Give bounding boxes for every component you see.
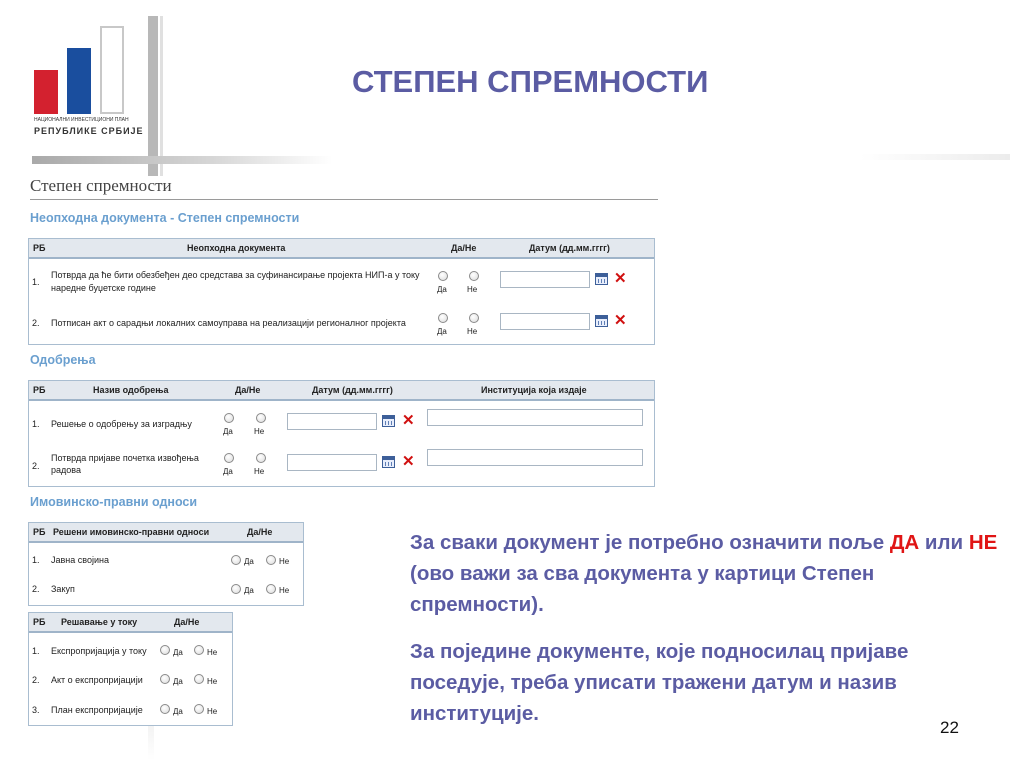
col-header-date: Датум (дд.мм.гггг) bbox=[312, 385, 393, 395]
table-row bbox=[29, 311, 654, 339]
radio-no[interactable] bbox=[194, 645, 204, 655]
slide-title: СТЕПЕН СПРЕМНОСТИ bbox=[352, 64, 709, 99]
col-header-yesno: Да/Не bbox=[235, 385, 261, 395]
clear-icon[interactable]: ✕ bbox=[402, 412, 415, 429]
table-row bbox=[29, 409, 654, 445]
instruction-text: или bbox=[919, 531, 969, 554]
decor-vertical-bar bbox=[148, 16, 158, 176]
table-header bbox=[29, 613, 232, 633]
radio-yes-label: Да bbox=[244, 557, 254, 566]
radio-no-label: Не bbox=[207, 648, 218, 657]
radio-yes-label: Да bbox=[223, 427, 233, 436]
row-text: Експропријација у току bbox=[51, 646, 147, 656]
section-title-documents: Неопходна документа - Степен спремности bbox=[30, 211, 300, 225]
row-number: 2. bbox=[32, 461, 40, 471]
col-header-institution: Институција која издаје bbox=[481, 385, 587, 395]
table-header bbox=[29, 239, 654, 259]
radio-yes-label: Да bbox=[244, 586, 254, 595]
table-row bbox=[29, 643, 232, 661]
decor-vertical-bar-light bbox=[160, 16, 163, 176]
logo-blue-bar bbox=[67, 48, 91, 114]
page-number: 22 bbox=[940, 718, 959, 737]
radio-no[interactable] bbox=[469, 271, 479, 281]
radio-yes[interactable] bbox=[438, 313, 448, 323]
section-title-property: Имовинско-правни односи bbox=[30, 495, 198, 509]
property-resolved-table bbox=[28, 522, 304, 606]
row-text: Закуп bbox=[51, 584, 75, 594]
table-row bbox=[29, 702, 232, 720]
table-header bbox=[29, 523, 303, 543]
radio-no[interactable] bbox=[194, 674, 204, 684]
row-number: 2. bbox=[32, 675, 40, 685]
row-number: 1. bbox=[32, 277, 40, 287]
row-text-cont: радова bbox=[51, 465, 81, 475]
radio-no[interactable] bbox=[256, 453, 266, 463]
radio-no[interactable] bbox=[194, 704, 204, 714]
radio-yes[interactable] bbox=[160, 674, 170, 684]
property-in-progress-table bbox=[28, 612, 233, 726]
date-input[interactable] bbox=[500, 313, 590, 330]
row-number: 2. bbox=[32, 318, 40, 328]
row-text: Акт о експропријацији bbox=[51, 675, 143, 685]
col-header-in-progress: Решавање у току bbox=[61, 617, 138, 627]
row-text: Јавна својина bbox=[51, 555, 109, 565]
radio-no-label: Не bbox=[254, 427, 265, 436]
col-header-date: Датум (дд.мм.гггг) bbox=[529, 243, 610, 253]
row-text: Решење о одобрењу за изградњу bbox=[51, 419, 192, 429]
radio-no[interactable] bbox=[266, 555, 276, 565]
row-text: Потписан акт о сарадњи локалних самоуправа на реализацији регионалног пројекта bbox=[51, 318, 406, 328]
table-row bbox=[29, 267, 654, 303]
date-input[interactable] bbox=[287, 413, 377, 430]
radio-no[interactable] bbox=[266, 584, 276, 594]
decor-horizontal-line bbox=[32, 156, 332, 164]
row-text-cont: наредне буџетске године bbox=[51, 283, 156, 293]
radio-no-label: Не bbox=[207, 707, 218, 716]
col-header-rb: РБ bbox=[33, 385, 46, 395]
logo-text: РЕПУБЛИКЕ СРБИЈЕ bbox=[34, 126, 144, 136]
radio-no-label: Не bbox=[207, 677, 218, 686]
instruction-text: (ово важи за сва документа у картици Степен спремности). bbox=[410, 562, 875, 616]
radio-no-label: Не bbox=[254, 467, 265, 476]
col-header-yesno: Да/Не bbox=[247, 527, 273, 537]
radio-yes[interactable] bbox=[231, 555, 241, 565]
radio-yes-label: Да bbox=[173, 677, 183, 686]
row-number: 1. bbox=[32, 646, 40, 656]
row-text: План експропријације bbox=[51, 705, 143, 715]
table-row bbox=[29, 581, 303, 599]
table-row bbox=[29, 553, 303, 571]
col-header-rb: РБ bbox=[33, 243, 46, 253]
radio-yes[interactable] bbox=[160, 645, 170, 655]
col-header-yesno: Да/Не bbox=[174, 617, 200, 627]
col-header-rb: РБ bbox=[33, 617, 46, 627]
radio-no-label: Не bbox=[279, 557, 290, 566]
page-heading: Степен спремности bbox=[30, 176, 658, 200]
highlight-yes: ДА bbox=[889, 531, 920, 554]
row-number: 1. bbox=[32, 555, 40, 565]
logo-red-bar bbox=[34, 70, 58, 114]
radio-yes-label: Да bbox=[173, 707, 183, 716]
col-header-resolved: Решени имовинско-правни односи bbox=[53, 527, 210, 537]
nip-logo bbox=[32, 22, 144, 152]
calendar-icon[interactable] bbox=[595, 315, 608, 327]
instruction-paragraph-2: За поједине документе, које подносилац пријаве поседује, треба уписати тражени датум и назив институције. bbox=[410, 640, 909, 725]
row-number: 2. bbox=[32, 584, 40, 594]
radio-yes[interactable] bbox=[160, 704, 170, 714]
row-text: Потврда да ће бити обезбеђен део средстава за суфинансирање пројекта НИП-а у току bbox=[51, 270, 420, 280]
instruction-text: За сваки документ је потребно означити поље bbox=[410, 531, 890, 554]
radio-yes[interactable] bbox=[224, 413, 234, 423]
radio-no[interactable] bbox=[256, 413, 266, 423]
date-input[interactable] bbox=[500, 271, 590, 288]
radio-no-label: Не bbox=[279, 586, 290, 595]
institution-input[interactable] bbox=[427, 409, 643, 426]
radio-yes[interactable] bbox=[224, 453, 234, 463]
section-title-approvals: Одобрења bbox=[30, 353, 96, 367]
row-number: 1. bbox=[32, 419, 40, 429]
radio-yes[interactable] bbox=[231, 584, 241, 594]
approvals-table bbox=[28, 380, 655, 487]
row-number: 3. bbox=[32, 705, 40, 715]
clear-icon[interactable]: ✕ bbox=[614, 312, 627, 329]
radio-no[interactable] bbox=[469, 313, 479, 323]
table-row bbox=[29, 672, 232, 690]
row-text: Потврда пријаве почетка извођења bbox=[51, 453, 199, 463]
logo-white-bar bbox=[100, 26, 124, 114]
col-header-approval-name: Назив одобрења bbox=[93, 385, 169, 395]
radio-yes-label: Да bbox=[173, 648, 183, 657]
calendar-icon[interactable] bbox=[595, 273, 608, 285]
instruction-paragraph-1 bbox=[410, 527, 1000, 620]
clear-icon[interactable]: ✕ bbox=[614, 270, 627, 287]
radio-yes[interactable] bbox=[438, 271, 448, 281]
radio-no-label: Не bbox=[467, 327, 478, 336]
radio-yes-label: Да bbox=[437, 285, 447, 294]
table-header bbox=[29, 381, 654, 401]
col-header-documents: Неопходна документа bbox=[187, 243, 286, 253]
col-header-rb: РБ bbox=[33, 527, 46, 537]
radio-yes-label: Да bbox=[223, 467, 233, 476]
table-row bbox=[29, 449, 654, 485]
radio-no-label: Не bbox=[467, 285, 478, 294]
clear-icon[interactable]: ✕ bbox=[402, 453, 415, 470]
calendar-icon[interactable] bbox=[382, 415, 395, 427]
calendar-icon[interactable] bbox=[382, 456, 395, 468]
radio-yes-label: Да bbox=[437, 327, 447, 336]
documents-table bbox=[28, 238, 655, 345]
logo-subtext: НАЦИОНАЛНИ ИНВЕСТИЦИОНИ ПЛАН bbox=[34, 117, 129, 123]
highlight-no: НЕ bbox=[968, 531, 998, 554]
institution-input[interactable] bbox=[427, 449, 643, 466]
decor-horizontal-line-right bbox=[860, 154, 1010, 160]
date-input[interactable] bbox=[287, 454, 377, 471]
col-header-yesno: Да/Не bbox=[451, 243, 477, 253]
